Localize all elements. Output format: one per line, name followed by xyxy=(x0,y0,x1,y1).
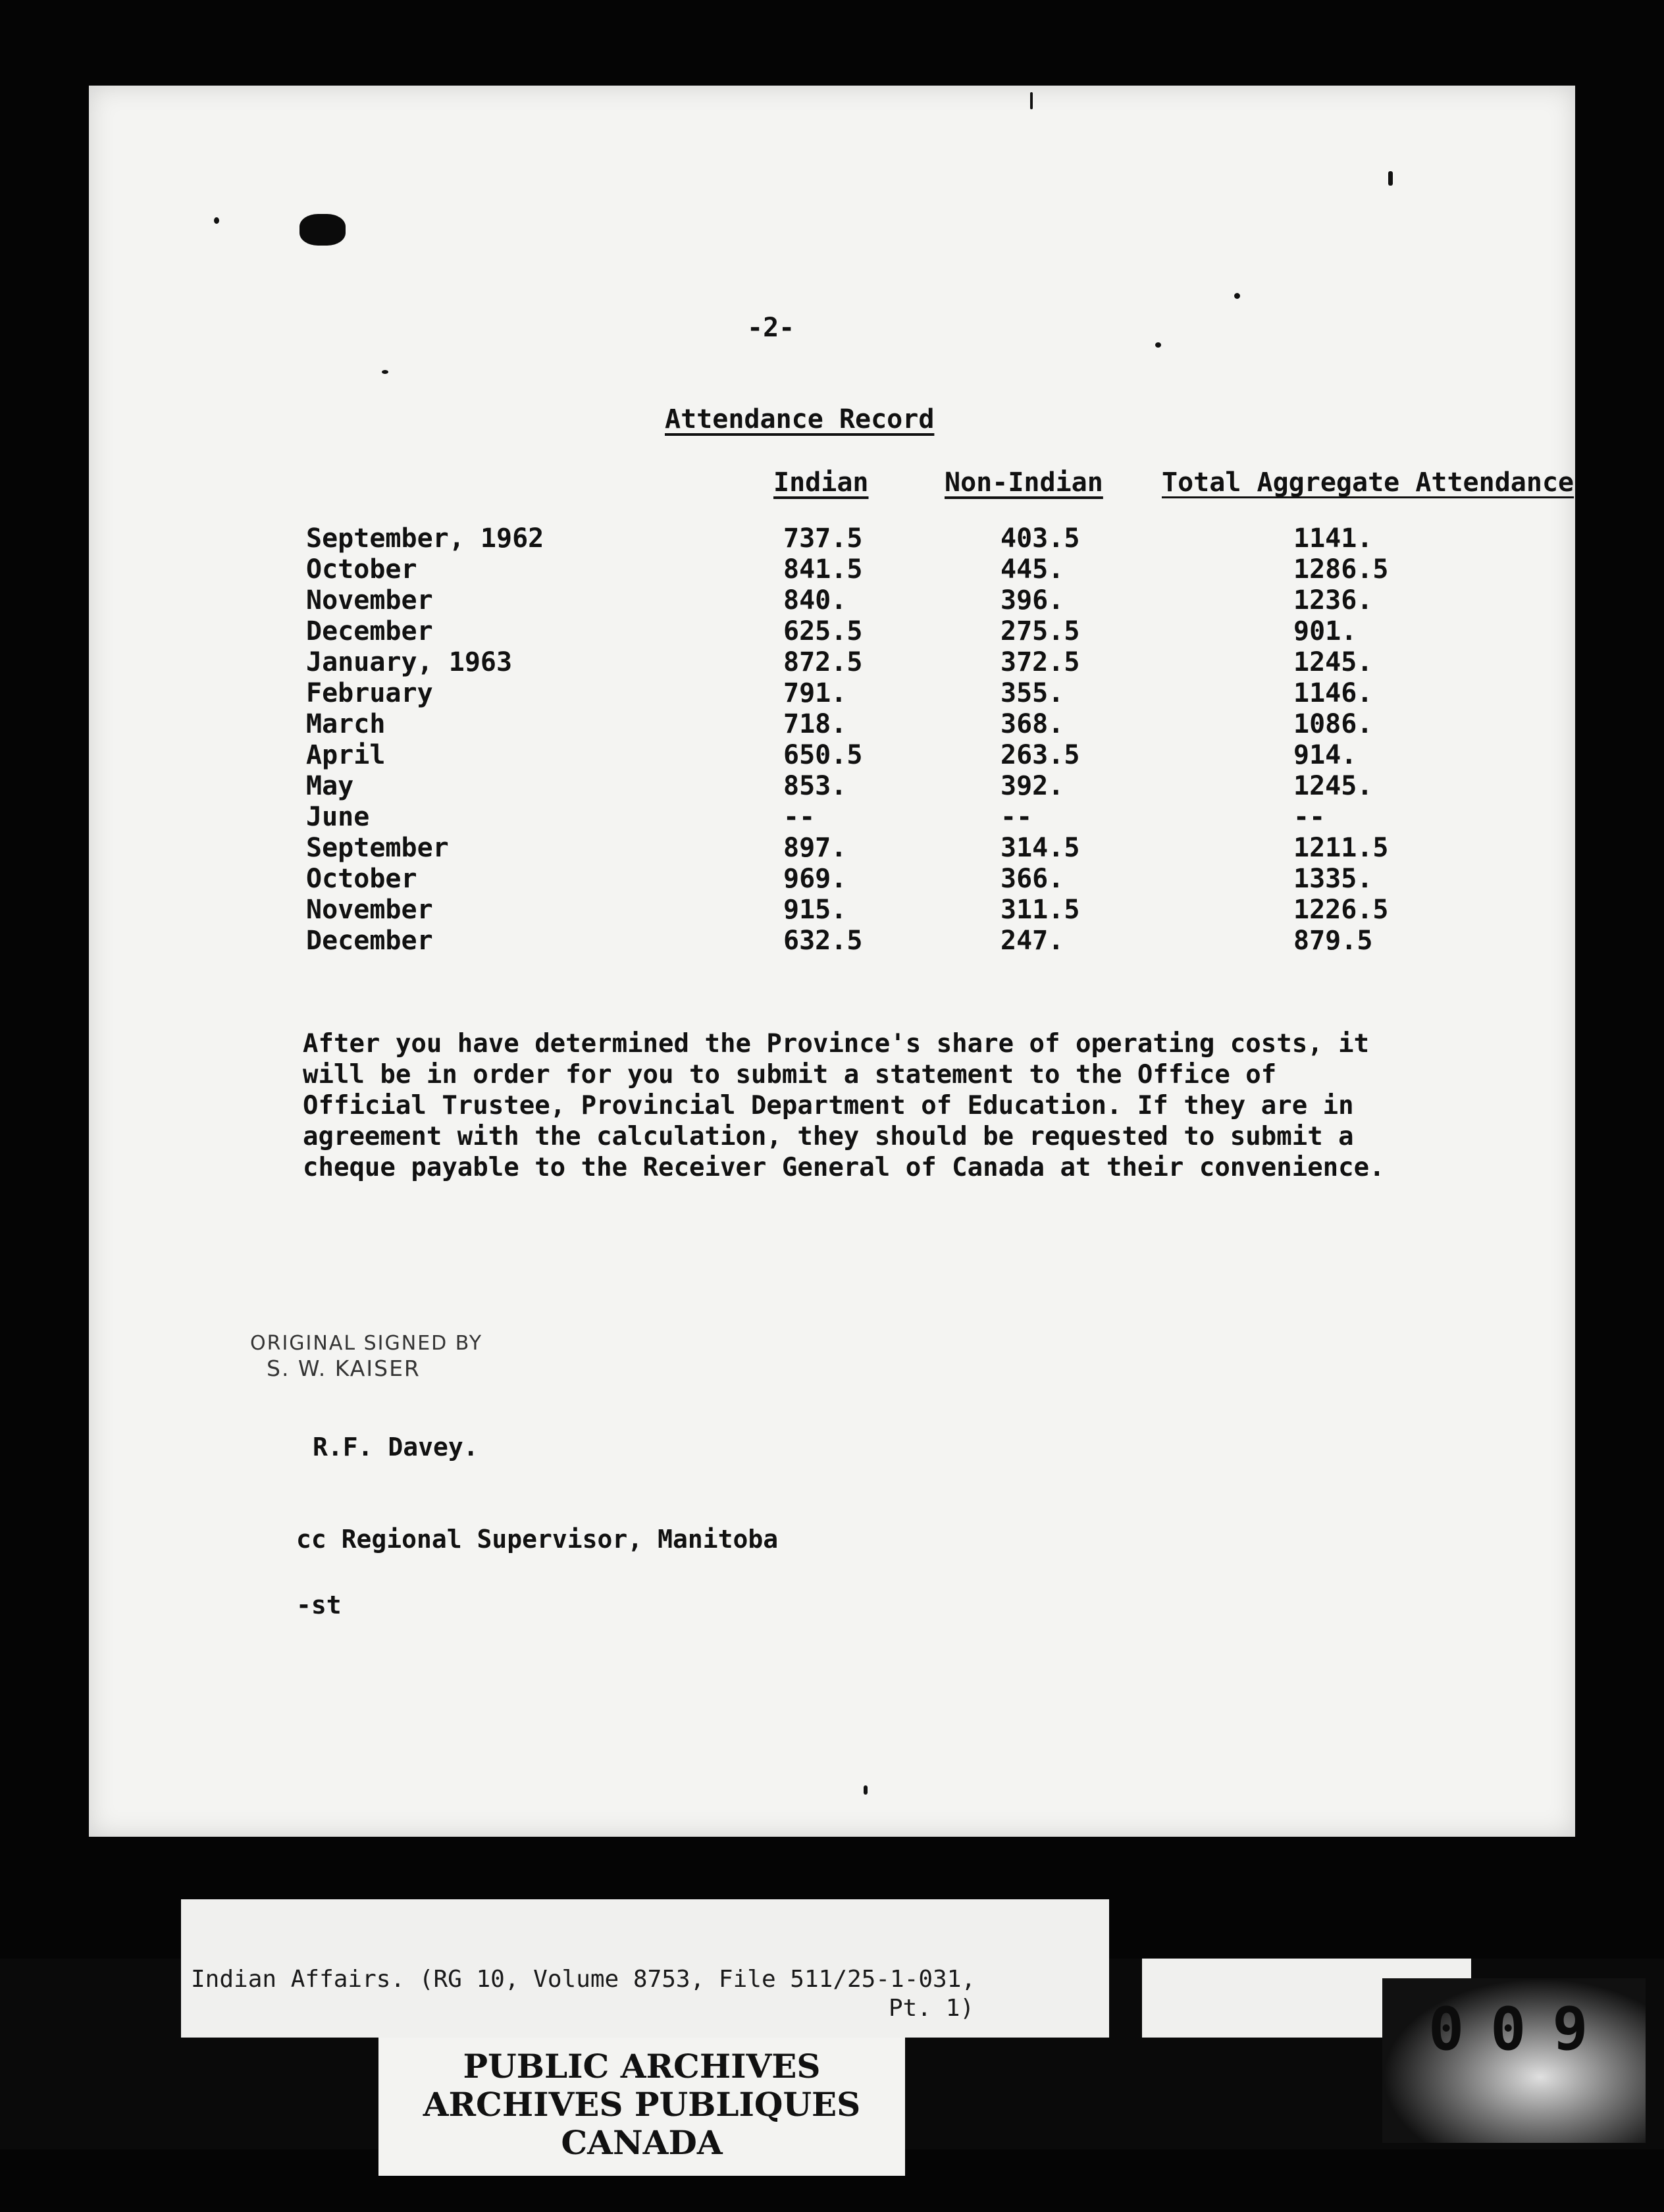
archives-line-3: CANADA xyxy=(561,2123,723,2162)
table-row xyxy=(89,678,1575,709)
table-row xyxy=(89,709,1575,740)
indian-cell: 840. xyxy=(783,585,847,616)
table-row xyxy=(89,585,1575,616)
table-row xyxy=(89,616,1575,647)
dust-speck xyxy=(382,370,388,374)
dust-speck xyxy=(1234,293,1240,299)
cc-line: cc Regional Supervisor, Manitoba xyxy=(296,1525,779,1554)
typist-initials: -st xyxy=(296,1591,342,1620)
document-page xyxy=(89,86,1575,1837)
indian-cell: 791. xyxy=(783,678,847,708)
frame-counter: 009 xyxy=(1428,1995,1615,2064)
total-cell: 879.5 xyxy=(1293,926,1373,956)
signature-stamp xyxy=(250,1331,482,1381)
column-header-non-indian: Non-Indian xyxy=(945,467,1103,498)
dust-speck xyxy=(214,217,219,224)
non-indian-cell: 396. xyxy=(1001,585,1064,616)
indian-cell: 853. xyxy=(783,771,847,801)
indian-cell: 718. xyxy=(783,709,847,739)
dust-speck xyxy=(1030,92,1033,109)
non-indian-cell: 445. xyxy=(1001,554,1064,585)
dust-speck xyxy=(1155,342,1161,348)
month-cell: November xyxy=(306,585,433,616)
month-cell: September, 1962 xyxy=(306,523,544,554)
table-row xyxy=(89,647,1575,678)
total-cell: 1236. xyxy=(1293,585,1373,616)
stamp-line-original-signed: ORIGINAL SIGNED BY xyxy=(250,1332,483,1355)
archives-line-2: ARCHIVES PUBLIQUES xyxy=(423,2085,861,2124)
table-row xyxy=(89,802,1575,833)
table-title: Attendance Record xyxy=(665,404,935,434)
total-cell: -- xyxy=(1293,802,1326,832)
non-indian-cell: 314.5 xyxy=(1001,833,1080,863)
ink-blot xyxy=(299,214,346,246)
table-row xyxy=(89,740,1575,771)
month-cell: September xyxy=(306,833,449,863)
indian-cell: 632.5 xyxy=(783,926,863,956)
total-cell: 1245. xyxy=(1293,771,1373,801)
total-cell: 1335. xyxy=(1293,864,1373,894)
month-cell: April xyxy=(306,740,386,770)
non-indian-cell: 275.5 xyxy=(1001,616,1080,646)
total-cell: 1086. xyxy=(1293,709,1373,739)
table-row xyxy=(89,523,1575,554)
table-row xyxy=(89,554,1575,585)
total-cell: 1141. xyxy=(1293,523,1373,554)
dust-speck xyxy=(864,1785,868,1795)
archives-line-1: PUBLIC ARCHIVES xyxy=(463,2047,821,2086)
indian-cell: 969. xyxy=(783,864,847,894)
non-indian-cell: 263.5 xyxy=(1001,740,1080,770)
month-cell: March xyxy=(306,709,386,739)
non-indian-cell: 403.5 xyxy=(1001,523,1080,554)
non-indian-cell: 368. xyxy=(1001,709,1064,739)
month-cell: January, 1963 xyxy=(306,647,513,677)
citation-text xyxy=(191,1965,975,2023)
non-indian-cell: 311.5 xyxy=(1001,895,1080,925)
indian-cell: -- xyxy=(783,802,816,832)
month-cell: November xyxy=(306,895,433,925)
month-cell: June xyxy=(306,802,370,832)
month-cell: May xyxy=(306,771,354,801)
table-row xyxy=(89,864,1575,895)
indian-cell: 650.5 xyxy=(783,740,863,770)
non-indian-cell: -- xyxy=(1001,802,1033,832)
archives-logo-text xyxy=(378,2047,905,2162)
indian-cell: 737.5 xyxy=(783,523,863,554)
total-cell: 1226.5 xyxy=(1293,895,1389,925)
total-cell: 914. xyxy=(1293,740,1357,770)
signer-name: R.F. Davey. xyxy=(313,1433,479,1462)
total-cell: 1146. xyxy=(1293,678,1373,708)
total-cell: 1245. xyxy=(1293,647,1373,677)
total-cell: 1211.5 xyxy=(1293,833,1389,863)
body-paragraph: After you have determined the Province's share of operating costs, it will be in order for you to submit a statement to the Office of Official Trustee, Provincial Department of Education. If they are in agreement with the calculation, they should be requested to submit a cheque payable to the Receiver General of Canada at their convenience. xyxy=(303,1029,1385,1182)
month-cell: December xyxy=(306,616,433,646)
month-cell: October xyxy=(306,864,417,894)
table-row xyxy=(89,771,1575,802)
attendance-table xyxy=(89,523,1575,957)
indian-cell: 897. xyxy=(783,833,847,863)
non-indian-cell: 372.5 xyxy=(1001,647,1080,677)
month-cell: December xyxy=(306,926,433,956)
month-cell: October xyxy=(306,554,417,585)
table-row xyxy=(89,833,1575,864)
indian-cell: 872.5 xyxy=(783,647,863,677)
non-indian-cell: 366. xyxy=(1001,864,1064,894)
non-indian-cell: 392. xyxy=(1001,771,1064,801)
indian-cell: 625.5 xyxy=(783,616,863,646)
month-cell: February xyxy=(306,678,433,708)
total-cell: 901. xyxy=(1293,616,1357,646)
non-indian-cell: 355. xyxy=(1001,678,1064,708)
column-header-total: Total Aggregate Attendance xyxy=(1162,467,1574,498)
citation-line-2: Pt. 1) xyxy=(889,1995,975,2022)
column-header-indian: Indian xyxy=(773,467,869,498)
table-row xyxy=(89,895,1575,926)
table-row xyxy=(89,926,1575,957)
total-cell: 1286.5 xyxy=(1293,554,1389,585)
dust-speck xyxy=(1388,171,1393,186)
page-number: -2- xyxy=(747,313,795,343)
citation-line-1: Indian Affairs. (RG 10, Volume 8753, File 511/25-1-031, xyxy=(191,1966,976,1993)
stamp-line-signer-name: S. W. KAISER xyxy=(267,1356,421,1381)
non-indian-cell: 247. xyxy=(1001,926,1064,956)
indian-cell: 841.5 xyxy=(783,554,863,585)
indian-cell: 915. xyxy=(783,895,847,925)
